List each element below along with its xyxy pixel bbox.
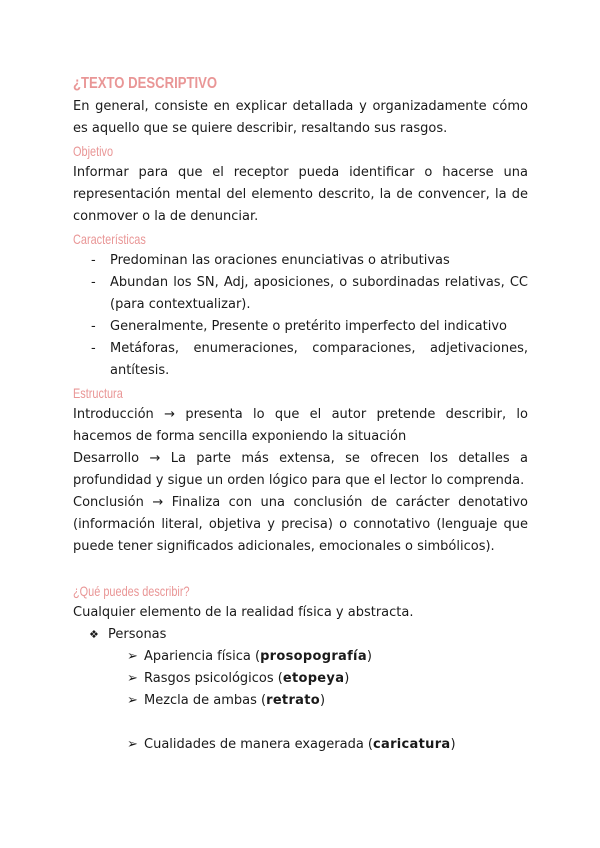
list-item: - Abundan los SN, Adj, aposiciones, o subordinadas relativas, CC (para contextualizar). [91,275,528,312]
objetivo-paragraph: Informar para que el receptor pueda identificar o hacerse una representación mental del elemento descrito, la de convencer, la de conmover o la de denunciar. [73,165,528,224]
list-item: - Metáforas, enumeraciones, comparaciones, adjetivaciones, antítesis. [91,341,528,378]
list-item: ➢ Apariencia física (prosopografía) [73,646,528,668]
arrow-bullet-icon: ➢ [127,649,138,664]
list-item: ➢ Mezcla de ambas (retrato) [73,690,528,712]
arrow-bullet-icon: ➢ [127,737,138,752]
describir-paragraph: Cualquier elemento de la realidad física y abstracta. [73,605,414,620]
desarrollo-paragraph: Desarrollo → La parte más extensa, se ofrecen los detalles a profundidad y sigue un orden lógico para que el lector lo comprenda. [73,451,528,488]
list-item: ➢ Rasgos psicológicos (etopeya) [73,668,528,690]
describir-heading: ¿Qué puedes describir? [73,583,190,599]
list-item: ➢ Cualidades de manera exagerada (caricatura) [73,734,528,756]
diamond-bullet-icon: ❖ [89,628,99,641]
arrow-bullet-icon: ➢ [127,693,138,708]
document-page [73,72,528,756]
objetivo-heading: Objetivo [73,143,114,159]
list-item-personas: ❖ Personas [73,624,528,646]
caracteristicas-heading: Características [73,231,146,247]
estructura-heading: Estructura [73,385,123,401]
list-item: - Generalmente, Presente o pretérito imperfecto del indicativo [91,319,507,334]
page-title: ¿TEXTO DESCRIPTIVO [73,75,218,92]
arrow-bullet-icon: ➢ [127,671,138,686]
caracteristicas-list [73,250,528,382]
conclusion-paragraph: Conclusión → Finaliza con una conclusión de carácter denotativo (información literal, objetiva y precisa) o connotativo (lenguaje que puede tener significados adicionales, emocionales o simbólicos). [73,495,529,554]
intro-paragraph: En general, consiste en explicar detallada y organizadamente cómo es aquello que se quiere describir, resaltando sus rasgos. [73,99,528,136]
list-item: - Predominan las oraciones enunciativas o atributivas [91,253,450,268]
introduccion-paragraph: Introducción → presenta lo que el autor pretende describir, lo hacemos de forma sencilla exponiendo la situación [73,407,528,444]
